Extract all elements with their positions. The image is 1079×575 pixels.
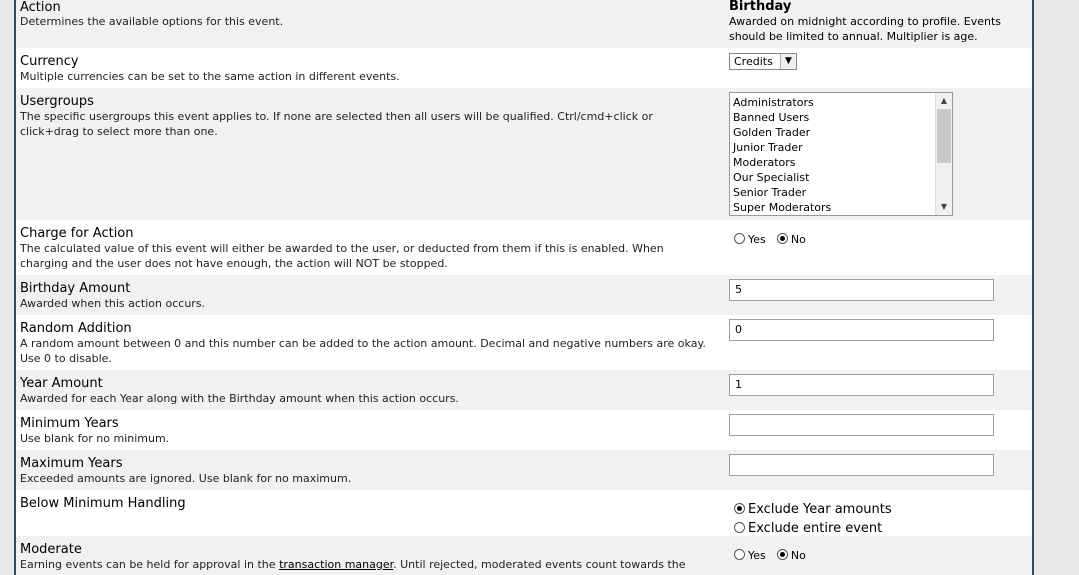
moderate-desc-start: Earning events can be held for approval in the — [20, 558, 280, 571]
below-minimum-radio-group — [734, 498, 892, 536]
row-maximum-years — [16, 450, 1032, 490]
action-value-desc: Awarded on midnight according to profile. Events should be limited to annual. Multiplier is age. — [729, 15, 1002, 43]
list-item[interactable]: Moderators — [733, 156, 796, 169]
list-item[interactable]: Junior Trader — [733, 141, 803, 154]
moderate-radio-group — [734, 544, 812, 563]
row-minimum-years — [16, 410, 1032, 450]
currency-select[interactable] — [729, 53, 797, 70]
list-item[interactable]: Banned Users — [733, 111, 810, 124]
chevron-up-icon[interactable]: ▲ — [940, 96, 948, 105]
moderate-label: Moderate — [20, 542, 82, 557]
chevron-down-icon[interactable]: ▼ — [940, 202, 948, 211]
usergroups-label: Usergroups — [20, 94, 94, 109]
action-desc: Determines the available options for this event. — [20, 15, 284, 28]
exclude-entire-event-radio[interactable] — [734, 522, 745, 533]
transaction-manager-link[interactable]: transaction manager — [279, 558, 394, 571]
birthday-amount-label: Birthday Amount — [20, 281, 131, 296]
usergroups-listbox[interactable] — [729, 92, 953, 216]
list-item[interactable]: Senior Trader — [733, 186, 807, 199]
random-addition-input[interactable]: 0 — [729, 319, 994, 341]
exclude-year-amounts-label[interactable]: Exclude Year amounts — [748, 502, 892, 517]
maximum-years-input[interactable] — [729, 454, 994, 476]
list-item[interactable]: Administrators — [733, 96, 814, 109]
row-below-minimum — [16, 490, 1032, 536]
moderate-no-radio[interactable] — [777, 549, 788, 560]
row-year-amount — [16, 370, 1032, 410]
exclude-entire-event-label[interactable]: Exclude entire event — [748, 521, 883, 536]
below-minimum-label: Below Minimum Handling — [20, 496, 186, 511]
charge-yes-radio[interactable] — [734, 233, 745, 244]
currency-desc: Multiple currencies can be set to the same action in different events. — [20, 70, 400, 83]
minimum-years-desc: Use blank for no minimum. — [20, 432, 170, 445]
year-amount-input[interactable]: 1 — [729, 374, 994, 396]
birthday-amount-desc: Awarded when this action occurs. — [20, 297, 206, 310]
row-random-addition — [16, 315, 1032, 370]
moderate-desc-end: . Until rejected, moderated events count towards the — [393, 558, 686, 571]
maximum-years-label: Maximum Years — [20, 456, 123, 471]
row-action — [16, 0, 1032, 48]
random-addition-desc: A random amount between 0 and this number can be added to the action amount. Decimal and negative numbers are okay. Use 0 to disable. — [20, 337, 706, 365]
action-value — [729, 0, 1024, 44]
list-item[interactable]: Super Moderators — [733, 201, 832, 214]
charge-desc: The calculated value of this event will either be awarded to the user, or deducted from them if this is enabled. When charging and the user does not have enough, the action will NOT be stopped. — [20, 242, 664, 270]
charge-radio-group — [734, 228, 812, 247]
list-item[interactable]: Our Specialist — [733, 171, 810, 184]
row-charge — [16, 220, 1032, 275]
action-label: Action — [20, 0, 61, 15]
moderate-yes-label[interactable]: Yes — [748, 549, 766, 562]
row-usergroups — [16, 88, 1032, 220]
charge-no-label[interactable]: No — [790, 233, 806, 246]
moderate-yes-radio[interactable] — [734, 549, 745, 560]
row-currency — [16, 48, 1032, 88]
row-moderate — [16, 536, 1032, 575]
exclude-year-amounts-radio[interactable] — [734, 503, 745, 514]
birthday-amount-input[interactable]: 5 — [729, 279, 994, 301]
minimum-years-input[interactable] — [729, 414, 994, 436]
moderate-no-label[interactable]: No — [790, 549, 806, 562]
listbox-scrollbar[interactable] — [935, 93, 952, 215]
currency-selected: Credits — [734, 55, 773, 68]
year-amount-label: Year Amount — [20, 376, 103, 391]
usergroups-desc: The specific usergroups this event applies to. If none are selected then all users will be qualified. Ctrl/cmd+click or click+drag to select more than one. — [20, 110, 653, 138]
moderate-desc — [20, 557, 710, 572]
currency-label: Currency — [20, 54, 79, 69]
minimum-years-label: Minimum Years — [20, 416, 119, 431]
row-birthday-amount — [16, 275, 1032, 315]
chevron-down-icon[interactable]: ▼ — [780, 54, 796, 69]
event-settings-panel — [14, 0, 1034, 575]
charge-label: Charge for Action — [20, 226, 134, 241]
scrollbar-thumb[interactable] — [937, 109, 951, 163]
charge-no-radio[interactable] — [777, 233, 788, 244]
year-amount-desc: Awarded for each Year along with the Birthday amount when this action occurs. — [20, 392, 459, 405]
list-item[interactable]: Golden Trader — [733, 126, 811, 139]
action-title: Birthday — [729, 0, 792, 14]
random-addition-label: Random Addition — [20, 321, 132, 336]
charge-yes-label[interactable]: Yes — [748, 233, 766, 246]
maximum-years-desc: Exceeded amounts are ignored. Use blank for no maximum. — [20, 472, 352, 485]
